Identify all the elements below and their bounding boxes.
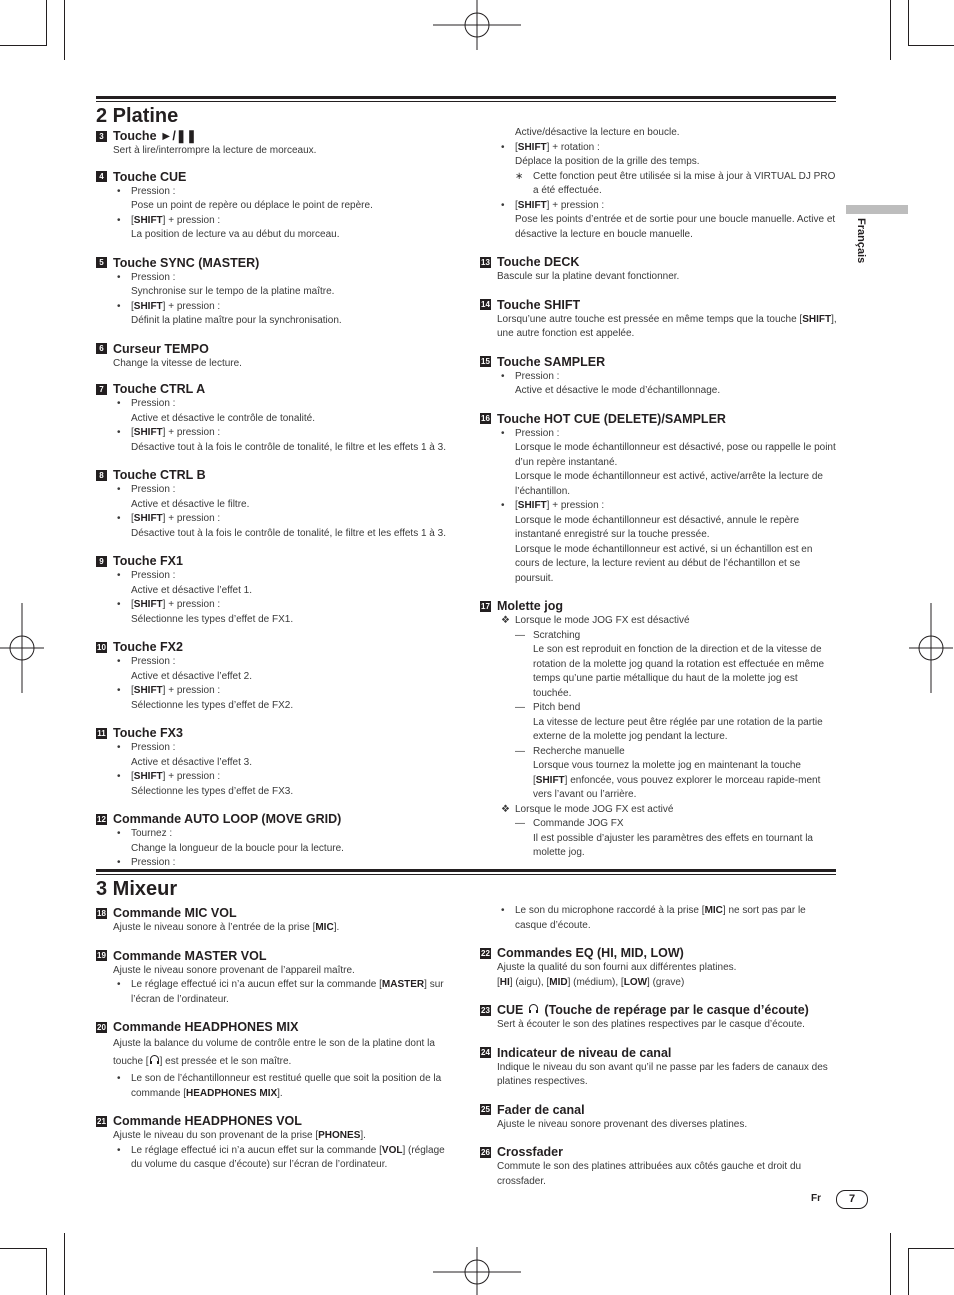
text: ] (réglage du volume du casque d’écoute) sur l’écran de l’ordinateur. xyxy=(131,1144,445,1170)
text: Ajuste le niveau sonore à l’entrée de la prise [ xyxy=(113,922,316,933)
dash-desc: Le son est reproduit en fonction de la direction et de la vitesse de rotation de la molette jog quand la rotation est effectuée en même temps qu’une partie métallique du haut de la molette jog est touchée. xyxy=(533,644,825,699)
item-title: Touche FX2 xyxy=(113,640,183,654)
item-desc: Commute le son des platines attribuées aux côtés gauche et droit du crossfader. xyxy=(497,1161,802,1187)
page-number: 7 xyxy=(836,1190,868,1209)
bullet-desc: Change la longueur de la boucle pour la lecture. xyxy=(131,842,344,854)
text: ] sur l’écran de l’ordinateur. xyxy=(131,979,444,1005)
bullet-desc: Active et désactive l’effet 2. xyxy=(131,670,252,682)
key-label: SHIFT xyxy=(517,500,547,511)
headphones-icon xyxy=(149,1054,160,1072)
bullet-desc: Pose les points d’entrée et de sortie pour une boucle manuelle. Active et désactive la lecture en boucle manuelle. xyxy=(515,214,836,240)
dash-item: Pitch bend xyxy=(533,702,581,713)
language-label: Français xyxy=(855,218,867,264)
item-title: Fader de canal xyxy=(497,1102,585,1117)
item-25 xyxy=(480,1102,838,1133)
bullet-text: Pression : xyxy=(515,370,560,382)
item-title: Curseur TEMPO xyxy=(113,341,209,356)
item-12: 12 Commande AUTO LOOP (MOVE GRID) • Tournez : Change la longueur de la boucle pour la lecture. • Pression : xyxy=(96,811,456,871)
text: Le réglage effectué ici n’a aucun effet sur la commande [ xyxy=(131,979,382,990)
bullet-text: Pression : xyxy=(131,570,176,581)
item-title: Touche CTRL A xyxy=(113,382,206,396)
key-label: LOW xyxy=(623,976,648,988)
registration-mark-icon xyxy=(931,648,932,649)
item-title: Crossfader xyxy=(497,1145,563,1159)
text: ] enfoncée, vous pouvez explorer le morceau rapide-ment vers l’avant ou l’arrière. xyxy=(533,774,821,800)
item-title: Commande MASTER VOL xyxy=(113,948,267,963)
item-21-continued: • Le son du microphone raccordé à la prise [MIC] ne sort pas par le casque d’écoute. xyxy=(501,905,806,931)
registration-mark-icon xyxy=(22,648,23,649)
bullet-text: ] + pression : xyxy=(546,500,605,511)
headphones-icon xyxy=(528,1002,539,1018)
crop-mark xyxy=(908,45,954,46)
bullet-text: ] + pression : xyxy=(162,427,221,438)
item-26 xyxy=(480,1144,838,1189)
item-title: Commande HEADPHONES MIX xyxy=(113,1020,299,1034)
text: Le son du microphone raccordé à la prise [ xyxy=(515,905,705,916)
item-22 xyxy=(480,945,838,990)
bullet-desc: Déplace la position de la grille des temps. xyxy=(515,156,700,167)
item-title: Touche FX1 xyxy=(113,554,183,568)
dash-desc: Il est possible d’ajuster les paramètres des effets en tournant la molette jog. xyxy=(533,832,813,858)
item-desc xyxy=(480,976,838,991)
bullet-text: ] + pression : xyxy=(162,771,221,782)
key-label: SHIFT xyxy=(802,313,832,325)
bullet-desc: Sélectionne les types d’effet de FX1. xyxy=(131,613,294,625)
diamond-bullet-icon: ❖ xyxy=(501,615,510,626)
item-desc xyxy=(96,921,456,936)
item-number: 13 xyxy=(481,257,490,267)
item-5: 5 Touche SYNC (MASTER) • Pression : Synchronise sur le tempo de la platine maître. • [SHIFT] + pression : Définit la platine maître pour la synchronisation. xyxy=(96,255,456,329)
key-label: MIC xyxy=(315,922,334,933)
text: ] (médium), [ xyxy=(567,976,624,988)
asterisk-icon: ∗ xyxy=(515,170,524,182)
mixeur-right-column xyxy=(480,904,838,1201)
bullet-text: Pression : xyxy=(131,398,176,409)
item-number: 20 xyxy=(97,1022,106,1032)
item-number: 25 xyxy=(481,1105,490,1114)
bullet-text: ] + pression : xyxy=(162,214,221,226)
registration-mark-icon xyxy=(477,1272,478,1273)
key-label: SHIFT xyxy=(133,427,163,438)
bullet-text: ] + rotation : xyxy=(546,141,600,153)
item-number: 9 xyxy=(96,556,107,567)
key-label: MASTER xyxy=(381,979,425,990)
item-number: 7 xyxy=(96,384,107,395)
item-number: 23 xyxy=(481,1005,490,1015)
item-title: Commande HEADPHONES VOL xyxy=(113,1114,302,1128)
key-label: MIC xyxy=(704,905,723,916)
item-title: CUE xyxy=(497,1003,524,1017)
text: Le son de l’échantillonneur est restitué quelle que soit la position de la commande [ xyxy=(131,1073,442,1099)
crop-mark xyxy=(0,45,46,46)
item-number: 8 xyxy=(96,470,107,481)
item-desc: Ajuste la qualité du son fourni aux différentes platines. xyxy=(497,962,737,973)
bullet-desc: Lorsque le mode échantillonneur est activé, si un échantillon est en cours de lecture, la lecture revient au début de l’échantillon et se poursuit. xyxy=(515,543,813,584)
bullet-desc: Sélectionne les types d’effet de FX3. xyxy=(131,785,294,797)
item-desc: Indique le niveau du son avant qu’il ne passe par les faders de canaux des platines respectives. xyxy=(497,1061,828,1087)
item-title: Touche SHIFT xyxy=(497,297,581,312)
item-title: Commandes EQ (HI, MID, LOW) xyxy=(497,946,684,960)
item-number: 15 xyxy=(481,357,490,366)
item-title: Commande AUTO LOOP (MOVE GRID) xyxy=(113,812,342,826)
section-title-platine: 2 Platine xyxy=(96,105,179,127)
bullet-text: ] + pression : xyxy=(162,513,221,524)
bullet-desc: Active et désactive l’effet 1. xyxy=(131,584,252,596)
item-number: 18 xyxy=(97,908,106,918)
key-label: HI xyxy=(499,976,510,988)
item-number: 19 xyxy=(97,951,106,960)
bullet-desc: Synchronise sur le tempo de la platine maître. xyxy=(131,286,335,297)
text: ]. xyxy=(360,1130,366,1141)
crop-mark xyxy=(890,0,891,60)
item-8: 8 Touche CTRL B • Pression : Active et désactive le filtre. • [SHIFT] + pression : Désactive tout à la fois le contrôle de tonalité, le filtre et les effets 1 à 3. xyxy=(96,467,456,541)
item-number: 14 xyxy=(481,300,490,309)
bullet-desc: Active et désactive l’effet 3. xyxy=(131,756,252,768)
item-number: 24 xyxy=(481,1048,490,1057)
key-label: VOL xyxy=(381,1144,403,1156)
note-text: Cette fonction peut être utilisée si la mise à jour à VIRTUAL DJ PRO a été effectuée. xyxy=(533,170,836,196)
item-12-continued: Active/désactive la lecture en boucle. • [SHIFT] + rotation : Déplace la position de la grille des temps. ∗ Cette fonction peut être utilisée si la mise à jour à VIRTUAL DJ PRO a été effectuée. • [SHIFT] + pression : Pose les points d’entrée et de sortie pour une boucle manuelle. Active et désactive la lecture en boucle manuelle. xyxy=(480,126,838,242)
key-label: HEADPHONES MIX xyxy=(186,1087,278,1099)
dash-desc: La vitesse de lecture peut être réglée par une rotation de la partie externe de la molette jog pendant la lecture. xyxy=(533,716,823,742)
mixeur-left-column xyxy=(96,905,456,1185)
section-rule xyxy=(96,96,836,99)
item-title: Touche SAMPLER xyxy=(497,354,606,369)
text: Lorsqu’une autre touche est pressée en même temps que la touche [ xyxy=(497,313,803,325)
item-20: 20 Commande HEADPHONES MIX Ajuste la balance du volume de contrôle entre le son de la platine dont la touche [ ] est pressée et le son maître. • Le son de l’échantillonneur est restitué quelle que soit la position de la commande [HEADPHONES MIX]. xyxy=(96,1019,456,1101)
item-number: 16 xyxy=(481,414,490,423)
text: Ajuste la balance du volume de contrôle entre le son de la platine dont la touche [ xyxy=(113,1038,435,1067)
text: ] (grave) xyxy=(647,976,685,988)
bullet-text: ] + pression : xyxy=(162,300,221,312)
key-label: SHIFT xyxy=(133,214,163,226)
crop-mark xyxy=(46,1248,47,1295)
item-23 xyxy=(480,1002,838,1033)
bullet-text: Pression : xyxy=(131,656,176,667)
crop-mark xyxy=(46,0,47,46)
item-number: 22 xyxy=(481,948,490,958)
bullet-text: Pression : xyxy=(131,185,176,197)
item-6 xyxy=(96,341,456,372)
text: [ xyxy=(497,976,500,988)
condition-text: Lorsque le mode JOG FX est désactivé xyxy=(515,615,690,626)
item-desc xyxy=(96,1129,456,1144)
bullet-text: Pression : xyxy=(131,271,176,283)
bullet-desc: Lorsque le mode échantillonneur est désactivé, annule le repère instantané enregistré sur la touche pressée. xyxy=(515,514,800,540)
text: Lorsque vous tournez la molette jog en maintenant la touche [ xyxy=(533,760,801,786)
crop-mark xyxy=(0,1248,46,1249)
key-label: SHIFT xyxy=(517,141,547,153)
key-label: SHIFT xyxy=(517,199,547,211)
item-desc: Change la vitesse de lecture. xyxy=(113,357,242,369)
condition-text: Lorsque le mode JOG FX est activé xyxy=(515,803,674,815)
bullet-text: Pression : xyxy=(131,484,176,495)
item-21: 21 Commande HEADPHONES VOL Ajuste le niveau du son provenant de la prise [PHONES]. • Le réglage effectué ici n’a aucun effet sur la commande [VOL] (réglage du volume du casque d’écoute) sur l’écran de l’ordinateur. xyxy=(96,1113,456,1173)
item-title: Touche FX3 xyxy=(113,726,183,740)
crop-mark xyxy=(64,1233,65,1295)
bullet-desc: Active/désactive la lecture en boucle. xyxy=(515,127,680,138)
item-desc: Ajuste le niveau sonore provenant des diverses platines. xyxy=(497,1118,748,1130)
section-rule xyxy=(96,101,836,102)
item-17: 17 Molette jog ❖ Lorsque le mode JOG FX est désactivé — Scratching Le son est reproduit en fonction de la direction et de la vitesse de rotation de la molette jog quand la rotation est effectuée en même temps qu’une partie métallique du haut de la molette jog est touchée. — Pitch bend La vitesse de lecture peut être réglée par une rotation de la partie externe de la molette jog pendant la lecture. — Recherche manuelle Lorsque vous tournez la molette jog en maintenant la touche [SHIFT] enfoncée, vous pouvez explorer le morceau rapide-ment vers l’avant ou l’arrière. ❖ Lorsque le mode JOG FX est activé — Commande JOG FX Il est possible d’ajuster les paramètres des effets en tournant la molette jog. xyxy=(480,598,838,861)
bullet-desc: Pose un point de repère ou déplace le point de repère. xyxy=(131,200,373,211)
item-desc: Bascule sur la platine devant fonctionner. xyxy=(497,271,680,282)
section-rule xyxy=(96,869,836,872)
key-label: MID xyxy=(549,976,568,988)
bullet-text: ] + pression : xyxy=(546,199,605,211)
text: ] est pressée et le son maître. xyxy=(159,1056,292,1067)
item-3 xyxy=(96,128,456,159)
dash-item: Commande JOG FX xyxy=(533,818,624,829)
dash-item: Scratching xyxy=(533,629,581,641)
item-title: Touche CTRL B xyxy=(113,468,206,482)
item-number: 11 xyxy=(97,728,106,738)
diamond-bullet-icon: ❖ xyxy=(501,803,510,815)
language-tab xyxy=(846,205,908,214)
dash-desc xyxy=(480,759,838,803)
bullet-text: Pression : xyxy=(131,742,176,753)
item-7: 7 Touche CTRL A • Pression : Active et désactive le contrôle de tonalité. • [SHIFT] + pression : Désactive tout à la fois le contrôle de tonalité, le filtre et les effets 1 à 3. xyxy=(96,381,456,455)
key-label: SHIFT xyxy=(133,685,163,696)
item-title: (Touche de repérage par le casque d’écoute) xyxy=(544,1003,809,1017)
footer-language: Fr xyxy=(811,1193,821,1204)
item-number: 10 xyxy=(97,642,106,652)
item-desc: Ajuste le niveau sonore provenant de l’appareil maître. xyxy=(113,964,355,976)
bullet-desc: Définit la platine maître pour la synchronisation. xyxy=(131,315,342,326)
crop-mark xyxy=(908,1248,954,1249)
item-number: 4 xyxy=(96,171,107,182)
item-desc: Sert à écouter le son des platines respectives par le casque d’écoute. xyxy=(497,1019,805,1030)
item-desc: Sert à lire/interrompre la lecture de morceaux. xyxy=(113,145,317,156)
bullet-desc: Active et désactive le filtre. xyxy=(131,498,250,510)
item-11: 11 Touche FX3 • Pression : Active et désactive l’effet 3. • [SHIFT] + pression : Sélectionne les types d’effet de FX3. xyxy=(96,725,456,799)
crop-mark xyxy=(908,1248,909,1295)
item-number: 5 xyxy=(96,257,107,268)
bullet-text: ] + pression : xyxy=(162,685,221,696)
bullet-desc: Lorsque le mode échantillonneur est désactivé, pose ou rappelle le point d’un repère instantané. xyxy=(515,442,836,468)
item-title: Commande MIC VOL xyxy=(113,906,237,920)
key-label: SHIFT xyxy=(133,771,163,782)
key-label: SHIFT xyxy=(535,774,565,786)
item-9: 9 Touche FX1 • Pression : Active et désactive l’effet 1. • [SHIFT] + pression : Sélectionne les types d’effet de FX1. xyxy=(96,553,456,627)
bullet-text: Pression : xyxy=(131,857,176,868)
text: ] ne sort pas par le casque d’écoute. xyxy=(515,905,806,931)
text: Ajuste le niveau du son provenant de la prise [ xyxy=(113,1130,319,1141)
bullet-text: Tournez : xyxy=(131,828,173,839)
platine-left-column xyxy=(96,128,456,883)
key-label: PHONES xyxy=(318,1130,361,1141)
bullet-desc: Lorsque le mode échantillonneur est activé, active/arrête la lecture de l’échantillon. xyxy=(515,471,823,497)
item-16: 16 Touche HOT CUE (DELETE)/SAMPLER • Pression : Lorsque le mode échantillonneur est désactivé, pose ou rappelle le point d’un repère instantané. Lorsque le mode échantillonneur est activé, active/arrête la lecture de l’échantillon. • [SHIFT] + pression : Lorsque le mode échantillonneur est désactivé, annule le repère instantané enregistré sur la touche pressée. Lorsque le mode échantillonneur est activé, si un échantillon est en cours de lecture, la lecture revient au début de l’échantillon et se poursuit. xyxy=(480,411,838,587)
item-15: 15 Touche SAMPLER • Pression : Active et désactive le mode d’échantillonnage. xyxy=(480,354,838,399)
section-title-mixeur: 3 Mixeur xyxy=(96,878,178,900)
item-19: 19 Commande MASTER VOL Ajuste le niveau sonore provenant de l’appareil maître. • Le réglage effectué ici n’a aucun effet sur la commande [MASTER] sur l’écran de l’ordinateur. xyxy=(96,948,456,1008)
item-13 xyxy=(480,254,838,285)
key-label: SHIFT xyxy=(133,513,163,524)
crop-mark xyxy=(908,0,909,46)
item-number: 21 xyxy=(97,1116,106,1126)
item-24 xyxy=(480,1045,838,1090)
text: ], une autre fonction est appelée. xyxy=(497,313,837,339)
item-title: Indicateur de niveau de canal xyxy=(497,1045,672,1060)
bullet-desc: Sélectionne les types d’effet de FX2. xyxy=(131,699,294,711)
key-label: SHIFT xyxy=(133,300,163,312)
registration-mark-icon xyxy=(477,25,478,26)
platine-right-column xyxy=(480,126,838,873)
item-title: Touche CUE xyxy=(113,169,187,184)
crop-mark xyxy=(890,1233,891,1295)
text: ] (aigu), [ xyxy=(509,976,550,988)
bullet-desc: Active et désactive le contrôle de tonalité. xyxy=(131,412,315,424)
item-number: 12 xyxy=(97,814,106,824)
text: Le réglage effectué ici n’a aucun effet sur la commande [ xyxy=(131,1144,382,1156)
item-number: 6 xyxy=(96,343,107,354)
key-label: SHIFT xyxy=(133,599,163,610)
dash-item: Recherche manuelle xyxy=(533,745,625,757)
bullet-desc: Désactive tout à la fois le contrôle de tonalité, le filtre et les effets 1 à 3. xyxy=(131,441,446,453)
bullet-text: Pression : xyxy=(515,427,560,439)
item-4: 4 Touche CUE • Pression : Pose un point de repère ou déplace le point de repère. • [SHIFT] + pression : La position de lecture va au début du morceau. xyxy=(96,169,456,243)
item-title: Molette jog xyxy=(497,599,563,613)
bullet-desc: La position de lecture va au début du morceau. xyxy=(131,229,340,240)
text: ]. xyxy=(333,922,340,933)
text: ]. xyxy=(277,1087,283,1099)
item-18 xyxy=(96,905,456,936)
bullet-desc: Désactive tout à la fois le contrôle de tonalité, le filtre et les effets 1 à 3. xyxy=(131,527,446,539)
section-rule xyxy=(96,874,836,875)
item-desc xyxy=(480,313,838,342)
bullet-desc: Active et désactive le mode d’échantillonnage. xyxy=(515,385,721,396)
item-title: Touche HOT CUE (DELETE)/SAMPLER xyxy=(497,411,726,426)
item-desc xyxy=(96,1035,456,1072)
item-10: 10 Touche FX2 • Pression : Active et désactive l’effet 2. • [SHIFT] + pression : Sélectionne les types d’effet de FX2. xyxy=(96,639,456,713)
item-number: 26 xyxy=(481,1147,490,1157)
item-14 xyxy=(480,297,838,342)
crop-mark xyxy=(64,0,65,60)
item-title: Touche ►/❚❚ xyxy=(113,129,197,143)
item-title: Touche SYNC (MASTER) xyxy=(113,255,260,270)
item-title: Touche DECK xyxy=(497,255,580,269)
bullet-text: ] + pression : xyxy=(162,599,221,610)
item-number: 17 xyxy=(481,601,490,611)
item-number: 3 xyxy=(96,131,107,142)
